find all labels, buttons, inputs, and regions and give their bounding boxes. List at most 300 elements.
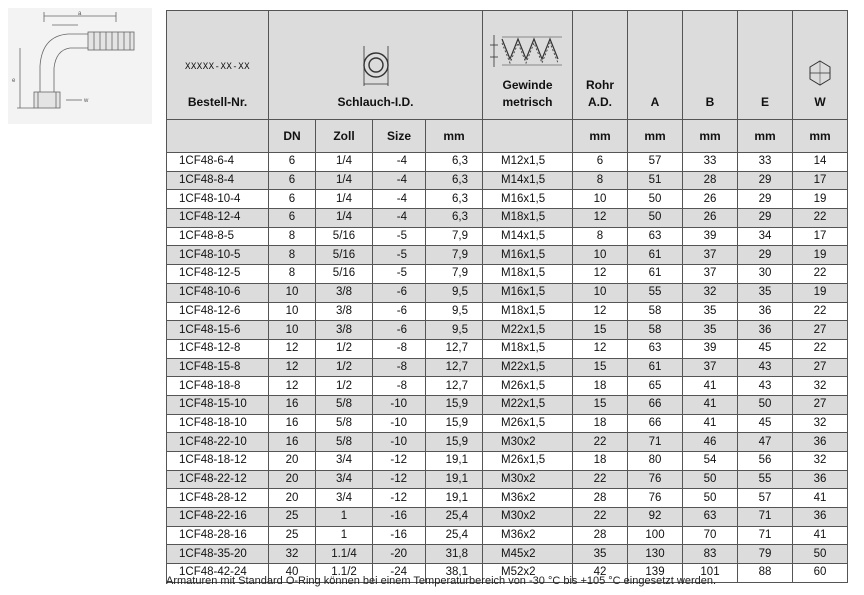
cell-bestell-nr: 1CF48-12-8 bbox=[167, 339, 269, 358]
cell-dn: 10 bbox=[269, 302, 316, 321]
cell-gewinde: M16x1,5 bbox=[483, 190, 573, 209]
cell-b: 26 bbox=[683, 190, 738, 209]
cell-mm: 9,5 bbox=[426, 321, 483, 340]
cell-bestell-nr: 1CF48-15-6 bbox=[167, 321, 269, 340]
table-row bbox=[167, 190, 848, 209]
cell-gewinde: M30x2 bbox=[483, 508, 573, 527]
cell-zoll: 1/2 bbox=[316, 358, 373, 377]
cell-size: -10 bbox=[373, 395, 426, 414]
footnote: Armaturen mit Standard O-Ring können bei einem Temperaturbereich von -30 °C bis +105 °C eingesetzt werden. bbox=[166, 575, 717, 587]
cell-a: 58 bbox=[628, 302, 683, 321]
dim-label-e: e bbox=[12, 78, 16, 84]
cell-mm: 9,5 bbox=[426, 302, 483, 321]
header-size: Size bbox=[373, 120, 426, 153]
cell-b: 39 bbox=[683, 339, 738, 358]
cell-zoll: 3/4 bbox=[316, 470, 373, 489]
cell-size: -20 bbox=[373, 545, 426, 564]
cell-b: 70 bbox=[683, 526, 738, 545]
cell-rohr: 15 bbox=[573, 358, 628, 377]
cell-rohr: 18 bbox=[573, 377, 628, 396]
cell-w: 27 bbox=[793, 395, 848, 414]
cell-e: 79 bbox=[738, 545, 793, 564]
cell-b: 33 bbox=[683, 153, 738, 172]
cell-zoll: 1/2 bbox=[316, 339, 373, 358]
cell-e: 47 bbox=[738, 433, 793, 452]
cell-e: 43 bbox=[738, 377, 793, 396]
cell-mm: 6,3 bbox=[426, 153, 483, 172]
cell-size: -4 bbox=[373, 153, 426, 172]
cell-a: 50 bbox=[628, 209, 683, 228]
cell-w: 17 bbox=[793, 171, 848, 190]
cell-bestell-nr: 1CF48-10-4 bbox=[167, 190, 269, 209]
cell-a: 63 bbox=[628, 227, 683, 246]
cell-bestell-nr: 1CF48-12-4 bbox=[167, 209, 269, 228]
cell-w: 36 bbox=[793, 508, 848, 527]
header-b: B bbox=[683, 11, 738, 120]
cell-mm: 19,1 bbox=[426, 489, 483, 508]
cell-e: 45 bbox=[738, 414, 793, 433]
cell-bestell-nr: 1CF48-12-6 bbox=[167, 302, 269, 321]
cell-gewinde: M22x1,5 bbox=[483, 358, 573, 377]
cell-rohr: 18 bbox=[573, 452, 628, 471]
elbow-outer bbox=[40, 34, 88, 92]
cell-w: 19 bbox=[793, 190, 848, 209]
cell-gewinde: M26x1,5 bbox=[483, 377, 573, 396]
cell-bestell-nr: 1CF48-28-12 bbox=[167, 489, 269, 508]
cell-zoll: 5/16 bbox=[316, 265, 373, 284]
header-mm-a: mm bbox=[628, 120, 683, 153]
cell-b: 63 bbox=[683, 508, 738, 527]
cell-rohr: 8 bbox=[573, 227, 628, 246]
cell-bestell-nr: 1CF48-8-4 bbox=[167, 171, 269, 190]
cell-zoll: 1/4 bbox=[316, 153, 373, 172]
thread-profile-icon bbox=[488, 31, 568, 71]
cell-size: -4 bbox=[373, 171, 426, 190]
cell-e: 50 bbox=[738, 395, 793, 414]
cell-dn: 6 bbox=[269, 209, 316, 228]
cell-e: 29 bbox=[738, 246, 793, 265]
fittings-table bbox=[166, 10, 848, 583]
cell-size: -5 bbox=[373, 265, 426, 284]
table-row bbox=[167, 377, 848, 396]
cell-a: 57 bbox=[628, 153, 683, 172]
cell-dn: 8 bbox=[269, 246, 316, 265]
cell-w: 17 bbox=[793, 227, 848, 246]
cell-w: 19 bbox=[793, 246, 848, 265]
table-row bbox=[167, 358, 848, 377]
cell-w: 36 bbox=[793, 433, 848, 452]
hose-cross-section-icon bbox=[353, 42, 399, 88]
cell-gewinde: M16x1,5 bbox=[483, 246, 573, 265]
header-dn: DN bbox=[269, 120, 316, 153]
cell-e: 71 bbox=[738, 508, 793, 527]
cell-b: 37 bbox=[683, 358, 738, 377]
cell-e: 36 bbox=[738, 321, 793, 340]
cell-dn: 10 bbox=[269, 283, 316, 302]
header-e: E bbox=[738, 11, 793, 120]
cell-bestell-nr: 1CF48-15-8 bbox=[167, 358, 269, 377]
cell-size: -4 bbox=[373, 190, 426, 209]
cell-b: 37 bbox=[683, 246, 738, 265]
header-mm-schlauch: mm bbox=[426, 120, 483, 153]
cell-zoll: 1.1/2 bbox=[316, 564, 373, 583]
cell-mm: 7,9 bbox=[426, 265, 483, 284]
cell-w: 22 bbox=[793, 339, 848, 358]
hex-nut-icon bbox=[805, 58, 835, 88]
cell-w: 32 bbox=[793, 377, 848, 396]
cell-zoll: 5/8 bbox=[316, 414, 373, 433]
cell-a: 100 bbox=[628, 526, 683, 545]
cell-b: 37 bbox=[683, 265, 738, 284]
header-mm-e: mm bbox=[738, 120, 793, 153]
cell-zoll: 1/2 bbox=[316, 377, 373, 396]
cell-w: 22 bbox=[793, 209, 848, 228]
cell-w: 36 bbox=[793, 470, 848, 489]
cell-e: 29 bbox=[738, 171, 793, 190]
cell-bestell-nr: 1CF48-10-5 bbox=[167, 246, 269, 265]
header-schlauch: Schlauch-I.D. bbox=[269, 11, 483, 120]
table-row bbox=[167, 209, 848, 228]
cell-e: 34 bbox=[738, 227, 793, 246]
cell-a: 61 bbox=[628, 246, 683, 265]
cell-gewinde: M18x1,5 bbox=[483, 302, 573, 321]
table-row bbox=[167, 508, 848, 527]
cell-rohr: 12 bbox=[573, 209, 628, 228]
cell-bestell-nr: 1CF48-18-8 bbox=[167, 377, 269, 396]
cell-bestell-nr: 1CF48-10-6 bbox=[167, 283, 269, 302]
elbow-inner bbox=[54, 48, 88, 92]
cell-mm: 6,3 bbox=[426, 171, 483, 190]
cell-b: 54 bbox=[683, 452, 738, 471]
cell-e: 43 bbox=[738, 358, 793, 377]
cell-a: 58 bbox=[628, 321, 683, 340]
cell-size: -12 bbox=[373, 452, 426, 471]
cell-size: -6 bbox=[373, 321, 426, 340]
cell-mm: 19,1 bbox=[426, 452, 483, 471]
cell-mm: 6,3 bbox=[426, 209, 483, 228]
cell-b: 50 bbox=[683, 489, 738, 508]
cell-dn: 12 bbox=[269, 358, 316, 377]
cell-e: 33 bbox=[738, 153, 793, 172]
cell-dn: 16 bbox=[269, 433, 316, 452]
cell-dn: 6 bbox=[269, 190, 316, 209]
cell-b: 50 bbox=[683, 470, 738, 489]
cell-w: 32 bbox=[793, 414, 848, 433]
cell-dn: 12 bbox=[269, 377, 316, 396]
header-a: A bbox=[628, 11, 683, 120]
table-row bbox=[167, 433, 848, 452]
cell-gewinde: M45x2 bbox=[483, 545, 573, 564]
cell-mm: 38,1 bbox=[426, 564, 483, 583]
cell-bestell-nr: 1CF48-6-4 bbox=[167, 153, 269, 172]
cell-w: 41 bbox=[793, 526, 848, 545]
cell-gewinde: M30x2 bbox=[483, 433, 573, 452]
cell-w: 19 bbox=[793, 283, 848, 302]
cell-b: 35 bbox=[683, 321, 738, 340]
cell-mm: 19,1 bbox=[426, 470, 483, 489]
cell-size: -16 bbox=[373, 526, 426, 545]
cell-w: 27 bbox=[793, 358, 848, 377]
cell-w: 14 bbox=[793, 153, 848, 172]
cell-gewinde: M26x1,5 bbox=[483, 452, 573, 471]
cell-zoll: 3/8 bbox=[316, 283, 373, 302]
cell-gewinde: M16x1,5 bbox=[483, 283, 573, 302]
cell-rohr: 12 bbox=[573, 265, 628, 284]
cell-rohr: 42 bbox=[573, 564, 628, 583]
cell-rohr: 15 bbox=[573, 395, 628, 414]
cell-dn: 8 bbox=[269, 227, 316, 246]
cell-a: 50 bbox=[628, 190, 683, 209]
header-w: W bbox=[793, 11, 848, 120]
cell-gewinde: M26x1,5 bbox=[483, 414, 573, 433]
cell-e: 29 bbox=[738, 209, 793, 228]
cell-size: -6 bbox=[373, 302, 426, 321]
cell-size: -5 bbox=[373, 227, 426, 246]
cell-bestell-nr: 1CF48-35-20 bbox=[167, 545, 269, 564]
cell-rohr: 22 bbox=[573, 508, 628, 527]
header-bestell: XXXXX-XX-XX Bestell-Nr. bbox=[167, 11, 269, 120]
cell-gewinde: M22x1,5 bbox=[483, 321, 573, 340]
cell-size: -6 bbox=[373, 283, 426, 302]
cell-a: 66 bbox=[628, 414, 683, 433]
cell-b: 32 bbox=[683, 283, 738, 302]
cell-e: 29 bbox=[738, 190, 793, 209]
cell-zoll: 1 bbox=[316, 526, 373, 545]
cell-e: 88 bbox=[738, 564, 793, 583]
table-row bbox=[167, 526, 848, 545]
cell-zoll: 5/16 bbox=[316, 246, 373, 265]
cell-rohr: 10 bbox=[573, 283, 628, 302]
cell-a: 71 bbox=[628, 433, 683, 452]
cell-zoll: 3/4 bbox=[316, 489, 373, 508]
cell-bestell-nr: 1CF48-22-12 bbox=[167, 470, 269, 489]
table-row bbox=[167, 489, 848, 508]
header-bestell-sub bbox=[167, 120, 269, 153]
cell-e: 36 bbox=[738, 302, 793, 321]
cell-mm: 12,7 bbox=[426, 377, 483, 396]
cell-a: 139 bbox=[628, 564, 683, 583]
cell-mm: 12,7 bbox=[426, 339, 483, 358]
cell-bestell-nr: 1CF48-18-10 bbox=[167, 414, 269, 433]
cell-gewinde: M22x1,5 bbox=[483, 395, 573, 414]
cell-dn: 20 bbox=[269, 452, 316, 471]
dim-label-w: w bbox=[84, 98, 89, 104]
cell-size: -12 bbox=[373, 489, 426, 508]
cell-mm: 15,9 bbox=[426, 395, 483, 414]
cell-zoll: 3/8 bbox=[316, 302, 373, 321]
cell-rohr: 35 bbox=[573, 545, 628, 564]
cell-size: -16 bbox=[373, 508, 426, 527]
cell-dn: 12 bbox=[269, 339, 316, 358]
cell-b: 35 bbox=[683, 302, 738, 321]
cell-mm: 9,5 bbox=[426, 283, 483, 302]
cell-zoll: 5/16 bbox=[316, 227, 373, 246]
cell-a: 51 bbox=[628, 171, 683, 190]
cell-dn: 20 bbox=[269, 470, 316, 489]
cell-b: 101 bbox=[683, 564, 738, 583]
dim-label-a: a bbox=[78, 11, 82, 17]
table-row bbox=[167, 227, 848, 246]
cell-bestell-nr: 1CF48-18-12 bbox=[167, 452, 269, 471]
cell-size: -10 bbox=[373, 433, 426, 452]
cell-zoll: 1/4 bbox=[316, 190, 373, 209]
cell-a: 61 bbox=[628, 265, 683, 284]
cell-b: 41 bbox=[683, 414, 738, 433]
cell-size: -5 bbox=[373, 246, 426, 265]
table-row bbox=[167, 246, 848, 265]
cell-b: 26 bbox=[683, 209, 738, 228]
header-gewinde-sub bbox=[483, 120, 573, 153]
cell-gewinde: M18x1,5 bbox=[483, 209, 573, 228]
cell-e: 71 bbox=[738, 526, 793, 545]
cell-gewinde: M14x1,5 bbox=[483, 171, 573, 190]
cell-zoll: 3/8 bbox=[316, 321, 373, 340]
cell-size: -10 bbox=[373, 414, 426, 433]
cell-size: -24 bbox=[373, 564, 426, 583]
cell-e: 30 bbox=[738, 265, 793, 284]
table-body bbox=[167, 153, 848, 583]
table-row bbox=[167, 452, 848, 471]
cell-gewinde: M12x1,5 bbox=[483, 153, 573, 172]
cell-dn: 25 bbox=[269, 526, 316, 545]
table-row bbox=[167, 414, 848, 433]
cell-dn: 25 bbox=[269, 508, 316, 527]
cell-rohr: 10 bbox=[573, 246, 628, 265]
cell-a: 76 bbox=[628, 489, 683, 508]
cell-e: 56 bbox=[738, 452, 793, 471]
cell-mm: 15,9 bbox=[426, 414, 483, 433]
cell-w: 32 bbox=[793, 452, 848, 471]
cell-gewinde: M36x2 bbox=[483, 489, 573, 508]
cell-a: 61 bbox=[628, 358, 683, 377]
table-row bbox=[167, 545, 848, 564]
cell-dn: 10 bbox=[269, 321, 316, 340]
table-row bbox=[167, 395, 848, 414]
fitting-drawing bbox=[8, 8, 152, 124]
cell-dn: 16 bbox=[269, 395, 316, 414]
cell-rohr: 18 bbox=[573, 414, 628, 433]
cell-mm: 7,9 bbox=[426, 227, 483, 246]
cell-w: 22 bbox=[793, 302, 848, 321]
cell-a: 55 bbox=[628, 283, 683, 302]
cell-rohr: 12 bbox=[573, 302, 628, 321]
header-zoll: Zoll bbox=[316, 120, 373, 153]
table-row bbox=[167, 470, 848, 489]
cell-zoll: 5/8 bbox=[316, 395, 373, 414]
cell-zoll: 1/4 bbox=[316, 171, 373, 190]
cell-gewinde: M14x1,5 bbox=[483, 227, 573, 246]
cell-rohr: 8 bbox=[573, 171, 628, 190]
cell-dn: 16 bbox=[269, 414, 316, 433]
cell-gewinde: M36x2 bbox=[483, 526, 573, 545]
cell-bestell-nr: 1CF48-8-5 bbox=[167, 227, 269, 246]
cell-bestell-nr: 1CF48-15-10 bbox=[167, 395, 269, 414]
cell-zoll: 1/4 bbox=[316, 209, 373, 228]
table-row bbox=[167, 321, 848, 340]
cell-mm: 6,3 bbox=[426, 190, 483, 209]
cell-a: 92 bbox=[628, 508, 683, 527]
cell-w: 22 bbox=[793, 265, 848, 284]
table-row bbox=[167, 339, 848, 358]
cell-b: 39 bbox=[683, 227, 738, 246]
cell-dn: 6 bbox=[269, 153, 316, 172]
cell-b: 41 bbox=[683, 395, 738, 414]
cell-dn: 8 bbox=[269, 265, 316, 284]
cell-a: 65 bbox=[628, 377, 683, 396]
cell-zoll: 1 bbox=[316, 508, 373, 527]
cell-size: -8 bbox=[373, 358, 426, 377]
hose-sleeve bbox=[88, 32, 134, 50]
header-mm-w: mm bbox=[793, 120, 848, 153]
table-row bbox=[167, 283, 848, 302]
cell-bestell-nr: 1CF48-22-10 bbox=[167, 433, 269, 452]
cell-bestell-nr: 1CF48-28-16 bbox=[167, 526, 269, 545]
cell-dn: 6 bbox=[269, 171, 316, 190]
cell-zoll: 3/4 bbox=[316, 452, 373, 471]
table-row bbox=[167, 265, 848, 284]
cell-rohr: 22 bbox=[573, 433, 628, 452]
cell-w: 41 bbox=[793, 489, 848, 508]
cell-a: 63 bbox=[628, 339, 683, 358]
part-code-pattern: XXXXX-XX-XX bbox=[184, 62, 251, 72]
cell-size: -4 bbox=[373, 209, 426, 228]
table-row bbox=[167, 153, 848, 172]
cell-dn: 40 bbox=[269, 564, 316, 583]
cell-mm: 31,8 bbox=[426, 545, 483, 564]
cell-a: 76 bbox=[628, 470, 683, 489]
cell-dn: 32 bbox=[269, 545, 316, 564]
cell-mm: 25,4 bbox=[426, 526, 483, 545]
table-row bbox=[167, 171, 848, 190]
cell-a: 80 bbox=[628, 452, 683, 471]
cell-zoll: 1.1/4 bbox=[316, 545, 373, 564]
cell-w: 60 bbox=[793, 564, 848, 583]
cell-gewinde: M30x2 bbox=[483, 470, 573, 489]
header-mm-b: mm bbox=[683, 120, 738, 153]
cell-dn: 20 bbox=[269, 489, 316, 508]
cell-b: 41 bbox=[683, 377, 738, 396]
cell-w: 27 bbox=[793, 321, 848, 340]
cell-e: 57 bbox=[738, 489, 793, 508]
cell-size: -12 bbox=[373, 470, 426, 489]
cell-w: 50 bbox=[793, 545, 848, 564]
cell-size: -8 bbox=[373, 377, 426, 396]
cell-mm: 7,9 bbox=[426, 246, 483, 265]
cell-rohr: 28 bbox=[573, 489, 628, 508]
cell-rohr: 28 bbox=[573, 526, 628, 545]
cell-gewinde: M18x1,5 bbox=[483, 339, 573, 358]
cell-size: -8 bbox=[373, 339, 426, 358]
cell-bestell-nr: 1CF48-22-16 bbox=[167, 508, 269, 527]
cell-mm: 25,4 bbox=[426, 508, 483, 527]
cell-e: 55 bbox=[738, 470, 793, 489]
header-rohr: Rohr A.D. bbox=[573, 11, 628, 120]
cell-a: 66 bbox=[628, 395, 683, 414]
cell-e: 35 bbox=[738, 283, 793, 302]
cell-a: 130 bbox=[628, 545, 683, 564]
header-mm-rohr: mm bbox=[573, 120, 628, 153]
cell-bestell-nr: 1CF48-42-24 bbox=[167, 564, 269, 583]
cell-b: 28 bbox=[683, 171, 738, 190]
cell-gewinde: M18x1,5 bbox=[483, 265, 573, 284]
cell-bestell-nr: 1CF48-12-5 bbox=[167, 265, 269, 284]
cell-rohr: 22 bbox=[573, 470, 628, 489]
cell-gewinde: M52x2 bbox=[483, 564, 573, 583]
table-row bbox=[167, 302, 848, 321]
cell-rohr: 6 bbox=[573, 153, 628, 172]
cell-b: 46 bbox=[683, 433, 738, 452]
cell-mm: 15,9 bbox=[426, 433, 483, 452]
